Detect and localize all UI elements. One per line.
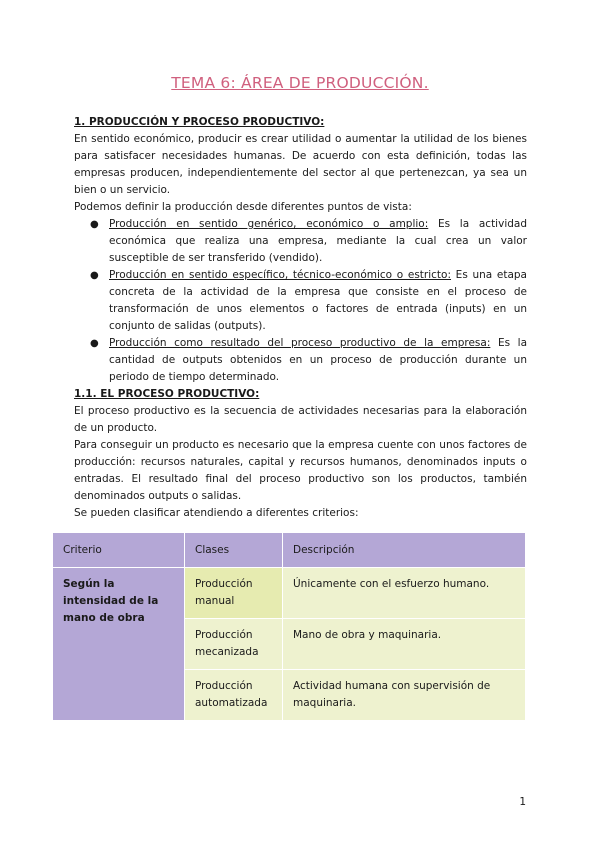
production-types-table xyxy=(52,532,526,721)
table-row xyxy=(53,568,526,619)
section-1-heading: 1. PRODUCCIÓN Y PROCESO PRODUCTIVO: xyxy=(74,116,325,128)
bullet-icon: ● xyxy=(90,270,99,281)
header-descripcion: Descripción xyxy=(283,533,526,568)
section-1-1-heading: 1.1. EL PROCESO PRODUCTIVO: xyxy=(74,388,260,400)
page-title: TEMA 6: ÁREA DE PRODUCCIÓN. xyxy=(171,74,429,92)
list-item-text: Es una etapa concreta de la actividad de la empresa que consiste en el proceso de transformación de unos elementos o factores de entrada (inputs) en un conjunto de salidas (outputs). xyxy=(109,269,527,332)
section-1-paragraph-1: En sentido económico, producir es crear utilidad o aumentar la utilidad de los bienes para satisfacer necesidades humanas. De acuerdo con esta definición, todas las empresas producen, independientemente del sector al que pertenezcan, ya sea un bien o un servicio. xyxy=(74,133,527,196)
content-body xyxy=(74,114,527,522)
description-cell: Únicamente con el esfuerzo humano. xyxy=(283,568,526,619)
criterion-cell: Según la intensidad de la mano de obra xyxy=(53,568,185,721)
clase-cell: Producción manual xyxy=(185,568,283,619)
description-cell: Mano de obra y maquinaria. xyxy=(283,619,526,670)
section-1-1-paragraph-2: Para conseguir un producto es necesario que la empresa cuente con unos factores de producción: recursos naturales, capital y recursos humanos, denominados inputs o entradas. El resultado final del proceso productivo son los productos, también denominados outputs o salidas. xyxy=(74,439,527,502)
section-1-paragraph-2: Podemos definir la producción desde diferentes puntos de vista: xyxy=(74,201,412,213)
bullet-icon: ● xyxy=(90,338,99,349)
list-item xyxy=(90,216,527,267)
section-1-1-paragraph-1: El proceso productivo es la secuencia de actividades necesarias para la elaboración de un producto. xyxy=(74,405,527,434)
list-item-term: Producción como resultado del proceso productivo de la empresa: xyxy=(109,337,491,349)
list-item-text: Es la cantidad de outputs obtenidos en un proceso de producción durante un periodo de tiempo determinado. xyxy=(109,337,527,383)
header-clases: Clases xyxy=(185,533,283,568)
clase-cell: Producción automatizada xyxy=(185,670,283,721)
page-number: 1 xyxy=(519,796,526,808)
header-criterio: Criterio xyxy=(53,533,185,568)
section-1-1-paragraph-3: Se pueden clasificar atendiendo a diferentes criterios: xyxy=(74,507,359,519)
list-item-term: Producción en sentido específico, técnico-económico o estricto: xyxy=(109,269,452,281)
list-item xyxy=(90,267,527,335)
table-header-row xyxy=(53,533,526,568)
list-item xyxy=(90,335,527,386)
clase-cell: Producción mecanizada xyxy=(185,619,283,670)
list-item-text: Es la actividad económica que realiza una empresa, mediante la cual crea un valor susceptible de ser transferido (vendido). xyxy=(109,218,527,264)
bullet-icon: ● xyxy=(90,219,99,230)
list-item-term: Producción en sentido genérico, económico o amplio: xyxy=(109,218,429,230)
description-cell: Actividad humana con supervisión de maquinaria. xyxy=(283,670,526,721)
definitions-list xyxy=(74,216,527,386)
